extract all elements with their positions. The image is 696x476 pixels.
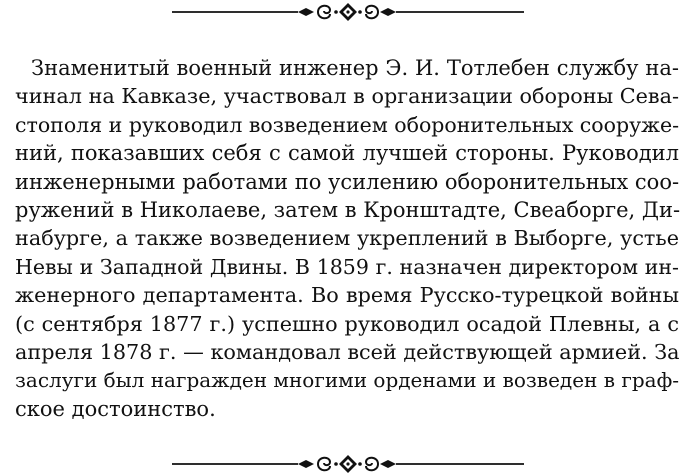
paragraph-line: чинал на Кавказе, участвовал в организации обороны Сева-	[15, 84, 679, 109]
paragraph-line: Невы и Западной Двины. В 1859 г. назначен директором ин-	[15, 254, 679, 279]
biography-paragraph	[15, 54, 679, 423]
top-ornament-divider	[0, 0, 696, 24]
vine-scroll-divider-icon	[172, 455, 524, 473]
paragraph-line: набурге, а также возведением укреплений в Выборге, устье	[15, 226, 679, 251]
paragraph-line: заслуги был награжден многими орденами и возведен в граф-	[15, 368, 679, 393]
paragraph-line: стополя и руководил возведением оборонительных сооруже-	[15, 112, 680, 137]
paragraph-line: (с сентября 1877 г.) успешно руководил осадой Плевны, а с	[15, 311, 679, 336]
paragraph-line: апреля 1878 г. — командовал всей действующей армией. За	[15, 339, 680, 364]
paragraph-line: ское достоинство.	[15, 396, 216, 421]
bottom-ornament-divider	[0, 452, 696, 476]
paragraph-line: женерного департамента. Во время Русско-турецкой войны	[15, 283, 679, 308]
vine-scroll-divider-icon	[172, 3, 524, 21]
paragraph-line: инженерными работами по усилению оборонительных соо-	[15, 169, 680, 194]
paragraph-line: ружений в Николаеве, затем в Кронштадте, Свеаборге, Ди-	[15, 197, 681, 222]
paragraph-line: Знаменитый военный инженер Э. И. Тотлебен службу на-	[31, 56, 679, 80]
paragraph-line: ний, показавших себя с самой лучшей стороны. Руководил	[15, 141, 679, 166]
